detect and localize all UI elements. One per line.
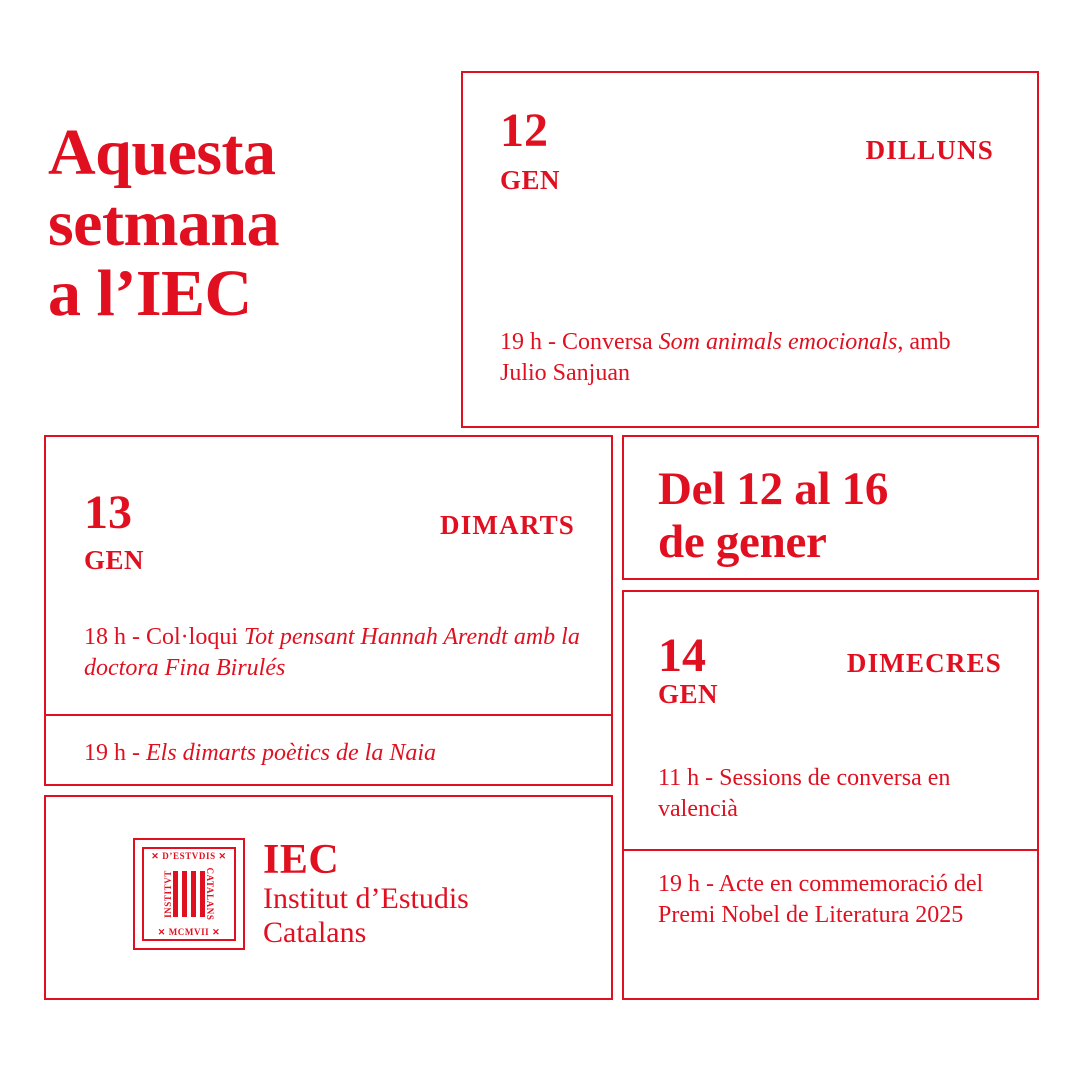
iec-acronym: IEC bbox=[263, 836, 340, 883]
event-time: 11 h - bbox=[658, 765, 720, 791]
day-number-monday: 12 bbox=[500, 104, 548, 157]
page-title-line-1: Aquesta bbox=[48, 116, 276, 189]
seal-label-left: INSTITVT bbox=[163, 870, 173, 918]
day-month-tuesday: GEN bbox=[84, 545, 145, 575]
event-tuesday-1 bbox=[84, 622, 584, 683]
date-range-line-2: de gener bbox=[658, 515, 827, 568]
event-title: Els dimarts poètics de la Naia bbox=[146, 740, 436, 766]
event-prefix: Col·loqui bbox=[146, 624, 245, 650]
date-range-line-1: Del 12 al 16 bbox=[658, 463, 889, 515]
event-time: 19 h - bbox=[658, 871, 719, 897]
event-prefix: Conversa bbox=[562, 329, 659, 355]
day-number-wednesday: 14 bbox=[658, 629, 706, 682]
seal-label-bottom: ✕ MCMVII ✕ bbox=[157, 927, 221, 937]
seal-shield-icon bbox=[170, 871, 208, 917]
day-weekday-wednesday: DIMECRES bbox=[846, 648, 1002, 678]
page-title bbox=[48, 118, 448, 330]
event-suffix: , amb Julio Sanjuan bbox=[500, 329, 951, 386]
page-title-line-2: setmana bbox=[48, 186, 280, 260]
event-wednesday-1 bbox=[658, 763, 1003, 824]
day-month-wednesday: GEN bbox=[658, 679, 719, 709]
event-title: Som animals emocionals bbox=[658, 329, 898, 355]
event-prefix: Acte en commemoració del Premi Nobel de Literatura 2025 bbox=[658, 871, 984, 928]
event-prefix: Sessions de conversa en valencià bbox=[658, 765, 951, 822]
day-card-wednesday-divider bbox=[622, 849, 1039, 851]
event-time: 19 h - bbox=[84, 740, 146, 766]
iec-name-line-1: Institut d’Estudis bbox=[263, 882, 469, 916]
day-number-tuesday: 13 bbox=[84, 486, 132, 539]
day-weekday-tuesday: DIMARTS bbox=[440, 510, 575, 540]
event-wednesday-2 bbox=[658, 869, 1003, 930]
event-monday-1 bbox=[500, 327, 1000, 388]
event-tuesday-2 bbox=[84, 738, 584, 769]
seal-label-top: ✕ D’ESTVDIS ✕ bbox=[151, 851, 227, 861]
date-range-text bbox=[658, 463, 1028, 568]
iec-logo-text bbox=[263, 836, 469, 950]
day-card-tuesday-divider bbox=[44, 714, 613, 716]
iec-name-line-2: Catalans bbox=[263, 915, 367, 949]
event-title: Tot pensant Hannah Arendt amb la doctora Fina Birulés bbox=[84, 624, 580, 681]
iec-logo bbox=[133, 838, 469, 950]
seal-label-right: CATALANS bbox=[205, 867, 215, 921]
day-month-monday: GEN bbox=[500, 165, 561, 195]
iec-seal-icon bbox=[133, 838, 245, 950]
page-title-line-3: a l’IEC bbox=[48, 257, 252, 331]
event-time: 19 h - bbox=[500, 329, 562, 355]
event-time: 18 h - bbox=[84, 624, 146, 650]
day-weekday-monday: DILLUNS bbox=[865, 135, 994, 165]
